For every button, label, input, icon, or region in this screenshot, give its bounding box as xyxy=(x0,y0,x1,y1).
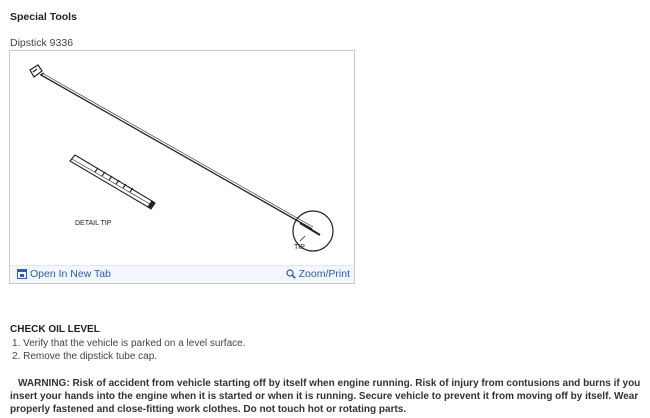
zoom-print-label: Zoom/Print xyxy=(298,268,350,280)
step-text: Remove the dipstick tube cap. xyxy=(23,351,158,362)
tip-label: TIP xyxy=(294,244,305,251)
magnifier-icon xyxy=(286,269,296,279)
section-title: Special Tools xyxy=(10,11,77,23)
external-tab-icon xyxy=(17,269,27,279)
warning-label: WARNING: xyxy=(18,378,70,389)
step-text: Verify that the vehicle is parked on a level surface. xyxy=(23,338,246,349)
detail-tip-drawing xyxy=(70,155,155,209)
figure-toolbar xyxy=(10,265,354,283)
steps-list xyxy=(12,337,245,363)
check-oil-level-heading: CHECK OIL LEVEL xyxy=(10,324,100,335)
step-number: 1. xyxy=(12,338,21,349)
list-item xyxy=(12,337,245,350)
warning-text: Risk of accident from vehicle starting off by itself when engine running. Risk of injury from contusions and burns if you insert your hands into the engine when it is started or when it is running. Secure vehicle to prevent it from moving off by itself. Wear properly fastened and close-fitting work clothes. Do not touch hot or rotating parts. xyxy=(10,378,641,415)
detail-tip-label: DETAIL TIP xyxy=(75,220,112,227)
figure-caption: Dipstick 9336 xyxy=(10,37,74,49)
open-in-new-tab-link[interactable] xyxy=(17,268,111,280)
open-in-new-tab-label: Open In New Tab xyxy=(30,268,111,280)
list-item xyxy=(12,350,245,363)
dipstick-illustration[interactable] xyxy=(10,51,354,266)
step-number: 2. xyxy=(12,351,21,362)
zoom-print-link[interactable] xyxy=(286,268,350,280)
warning-note xyxy=(10,377,646,416)
figure-container xyxy=(9,50,355,284)
dipstick-rod xyxy=(41,73,313,229)
